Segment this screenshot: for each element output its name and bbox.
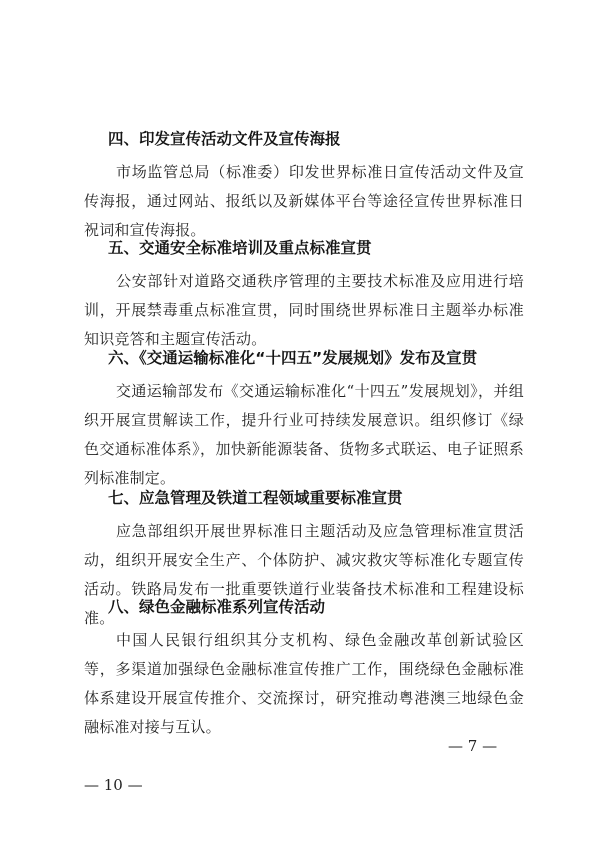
section-6 xyxy=(84,347,524,493)
section-body: 应急部组织开展世界标准日主题活动及应急管理标准宣贯活动，组织开展安全生产、个体防护、减灾救灾等标准化专题宣传活动。铁路局发布一批重要铁道行业装备技术标准和工程建设标准。 xyxy=(84,522,524,627)
section-4 xyxy=(84,128,524,245)
section-body: 市场监管总局（标准委）印发世界标准日宣传活动文件及宣传海报，通过网站、报纸以及新媒体平台等途径宣传世界标准日祝词和宣传海报。 xyxy=(84,163,524,239)
section-heading: 六、《交通运输标准化“十四五”发展规划》发布及宣贯 xyxy=(108,349,478,367)
section-heading: 四、印发宣传活动文件及宣传海报 xyxy=(108,130,341,148)
inner-page-number: — 7 — xyxy=(448,737,498,755)
section-heading: 七、应急管理及铁道工程领域重要标准宣贯 xyxy=(108,489,403,507)
section-heading: 五、交通安全标准培训及重点标准宣贯 xyxy=(108,239,372,257)
section-body: 中国人民银行组织其分支机构、绿色金融改革创新试验区等，多渠道加强绿色金融标准宣传推广工作，围绕绿色金融标准体系建设开展宣传推介、交流探讨，研究推动粤港澳三地绿色金融标准对接与互认。 xyxy=(84,631,524,736)
section-8 xyxy=(84,596,524,742)
outer-page-number: — 10 — xyxy=(84,776,143,794)
section-5 xyxy=(84,237,524,354)
section-heading: 八、绿色金融标准系列宣传活动 xyxy=(108,598,326,616)
section-body: 公安部针对道路交通秩序管理的主要技术标准及应用进行培训，开展禁毒重点标准宣贯，同时围绕世界标准日主题举办标准知识竞答和主题宣传活动。 xyxy=(84,272,524,348)
section-body: 交通运输部发布《交通运输标准化“十四五”发展规划》，并组织开展宣贯解读工作，提升行业可持续发展意识。组织修订《绿色交通标准体系》，加快新能源装备、货物多式联运、电子证照系列标准制定。 xyxy=(84,382,524,487)
